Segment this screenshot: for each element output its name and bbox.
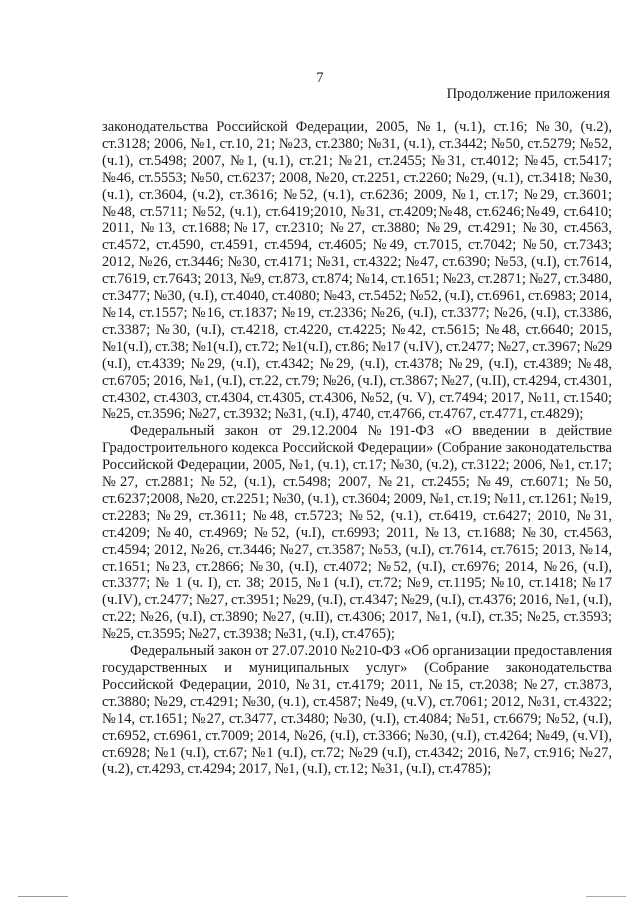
continuation-heading: Продолжение приложения	[446, 86, 610, 102]
document-body	[102, 119, 612, 778]
page-number: 7	[316, 70, 324, 86]
scan-edge-mark	[18, 896, 68, 897]
paragraph-legislation-continued: законодательства Российской Федерации, 2005, №1, (ч.1), ст.16; №30, (ч.2), ст.3128; 2006, №1, ст.10, 21; №23, ст.2380; №31, (ч.1), ст.3442; №50, ст.5279; №52, (ч.1), ст.5498; 2007, №1, (ч.1), ст.21; №21, ст.2455; №31, ст.4012; №45, ст.5417; №46, ст.5553; №50, ст.6237; 2008, №20, ст.2251, ст.2260; №29, (ч.1), ст.3418; №30, (ч.1), ст.3604, (ч.2), ст.3616; №52, (ч.1), ст.6236; 2009, №1, ст.17; №29, ст.3601; №48, ст.5711; №52, (ч.1), ст.6419;2010, №31, ст.4209;№48, ст.6246;№49, ст.6410; 2011, №13, ст.1688;№17, ст.2310; №27, ст.3880; №29, ст.4291; №30, ст.4563, ст.4572, ст.4590, ст.4591, ст.4594, ст.4605; №49, ст.7015, ст.7042; №50, ст.7343; 2012, №26, ст.3446; №30, ст.4171; №31, ст.4322; №47, ст.6390; №53, (ч.I), ст.7614, ст.7619, ст.7643; 2013, №9, ст.873, ст.874; №14, ст.1651; №23, ст.2871; №27, ст.3480, ст.3477; №30, (ч.I), ст.4040, ст.4080; №43, ст.5452; №52, (ч.I), ст.6961, ст.6983; 2014, №14, ст.1557; №16, ст.1837; №19, ст.2336; №26, (ч.I), ст.3377; №26, (ч.I), ст.3386, ст.3387; №30, (ч.I), ст.4218, ст.4220, ст.4225; №42, ст.5615; №48, ст.6640; 2015, №1(ч.I), ст.38; №1(ч.I), ст.72; №1(ч.I), ст.86; №17 (ч.IV), ст.2477; №27, ст.3967; №29 (ч.I), ст.4339; №29, (ч.I), ст.4342; №29, (ч.I), ст.4378; №29, (ч.I), ст.4389; №48, ст.6705; 2016, №1, (ч.I), ст.22, ст.79; №26, (ч.I), ст.3867; №27, (ч.II), ст.4294, ст.4301, ст.4302, ст.4303, ст.4304, ст.4305, ст.4306, №52, (ч. V), ст.7494; 2017, №11, ст.1540; №25, ст.3596; №27, ст.3932; №31, (ч.I), 4740, ст.4766, ст.4767, ст.4771, ст.4829);	[102, 119, 612, 423]
paragraph-law-191-fz: Федеральный закон от 29.12.2004 №191-ФЗ «О введении в действие Градостроительного кодекса Российской Федерации» (Собрание законодательства Российской Федерации, 2005, №1, (ч.1), ст.17; №30, (ч.2), ст.3122; 2006, №1, ст.17; №27, ст.2881; №52, (ч.1), ст.5498; 2007, №21, ст.2455; №49, ст.6071; №50, ст.6237;2008, №20, ст.2251; №30, (ч.1), ст.3604; 2009, №1, ст.19; №11, ст.1261; №19, ст.2283; №29, ст.3611; №48, ст.5723; №52, (ч.1), ст.6419, ст.6427; 2010, №31, ст.4209; №40, ст.4969; №52, (ч.I), ст.6993; 2011, №13, ст.1688; №30, ст.4563, ст.4594; 2012, №26, ст.3446; №27, ст.3587; №53, (ч.I), ст.7614, ст.7615; 2013, №14, ст.1651; №23, ст.2866; №30, (ч.I), ст.4072; №52, (ч.I), ст.6976; 2014, №26, (ч.I), ст.3377; № 1 (ч. I), ст. 38; 2015, №1 (ч.I), ст.72; №9, ст.1195; №10, ст.1418; №17 (ч.IV), ст.2477; №27, ст.3951; №29, (ч.I), ст.4347; №29, (ч.I), ст.4376; 2016, №1, (ч.I), ст.22; №26, (ч.I), ст.3890; №27, (ч.II), ст.4306; 2017, №1, (ч.I), ст.35; №25, ст.3593; №25, ст.3595; №27, ст.3938; №31, (ч.I), ст.4765);	[102, 423, 612, 643]
scan-edge-mark	[586, 896, 626, 897]
paragraph-law-210-fz: Федеральный закон от 27.07.2010 №210-ФЗ «Об организации предоставления государственных и муниципальных услуг» (Собрание законодательства Российской Федерации, 2010, №31, ст.4179; 2011, №15, ст.2038; №27, ст.3873, ст.3880; №29, ст.4291; №30, (ч.1), ст.4587; №49, (ч.V), ст.7061; 2012, №31, ст.4322; №14, ст.1651; №27, ст.3477, ст.3480; №30, (ч.I), ст.4084; №51, ст.6679; №52, (ч.I), ст.6952, ст.6961, ст.7009; 2014, №26, (ч.I), ст.3366; №30, (ч.I), ст.4264; №49, (ч.VI), ст.6928; №1 (ч.I), ст.67; №1 (ч.I), ст.72; №29 (ч.I), ст.4342; 2016, №7, ст.916; №27, (ч.2), ст.4293, ст.4294; 2017, №1, (ч.I), ст.12; №31, (ч.I), ст.4785);	[102, 643, 612, 778]
